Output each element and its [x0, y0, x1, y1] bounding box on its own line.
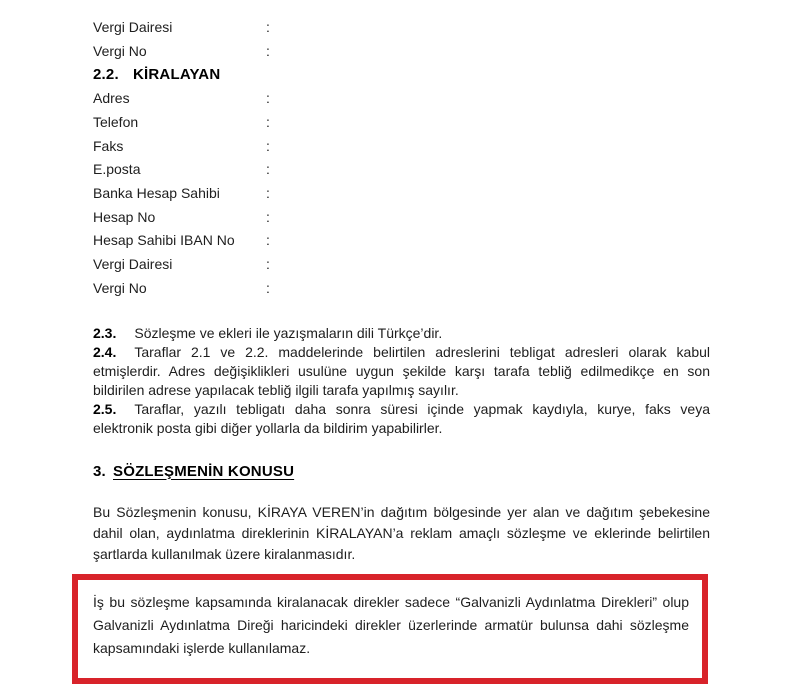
clause-number: 2.4.	[93, 343, 117, 360]
section-heading-3	[93, 463, 711, 480]
field-label: Banka Hesap Sahibi	[93, 184, 220, 201]
clause-number: 2.5.	[93, 400, 117, 417]
field-value	[278, 42, 711, 60]
section-number: 2.2.	[93, 65, 119, 83]
field-value	[278, 255, 711, 273]
section-3-paragraph: Bu Sözleşmenin konusu, KİRAYA VEREN’in dağıtım bölgesinde yer alan ve dağıtım şebekesine dahil olan, aydınlatma direklerinin KİRALAYAN’a reklam amaçlı sözleşme ve eklerinde belirtilen şartlarda kullanılmak üzere kiralanmasıdır.	[93, 503, 710, 562]
field-row-telefon	[93, 110, 711, 134]
field-colon: :	[266, 137, 270, 154]
section-number: 3.	[93, 462, 106, 480]
field-row-vergi-dairesi-1	[93, 15, 711, 39]
clause-text: Taraflar, yazılı tebligatı daha sonra süresi içinde yapmak kaydıyla, kurye, faks veya elektronik posta gibi diğer yollarla da bildirim yapabilirler.	[93, 400, 710, 436]
field-value	[278, 184, 711, 202]
field-colon: :	[266, 18, 270, 35]
clause-number: 2.3.	[93, 324, 117, 341]
field-colon: :	[266, 184, 270, 201]
field-value	[278, 208, 711, 226]
section-title: SÖZLEŞMENİN KONUSU	[113, 462, 295, 480]
clause-2-5	[93, 400, 710, 438]
field-row-faks	[93, 134, 711, 158]
field-value	[278, 89, 711, 107]
field-label: Telefon	[93, 113, 139, 130]
field-colon: :	[266, 232, 270, 249]
field-value	[278, 160, 711, 178]
clauses-block	[93, 324, 710, 438]
field-label: Faks	[93, 137, 124, 154]
field-label: E.posta	[93, 161, 141, 178]
field-row-adres	[93, 86, 711, 110]
field-row-eposta	[93, 157, 711, 181]
field-label: Vergi No	[93, 42, 147, 59]
clause-2-4	[93, 343, 710, 400]
field-row-vergi-no-2	[93, 276, 711, 300]
field-row-hesap-sahibi-iban-no	[93, 229, 711, 253]
field-label: Hesap Sahibi IBAN No	[93, 232, 235, 249]
field-value	[278, 279, 711, 297]
field-label: Vergi Dairesi	[93, 256, 173, 273]
field-value	[278, 113, 711, 131]
field-colon: :	[266, 161, 270, 178]
field-label: Vergi No	[93, 279, 147, 296]
highlight-text: İş bu sözleşme kapsamında kiralanacak direkler sadece “Galvanizli Aydınlatma Direkleri” olup Galvanizli Aydınlatma Direği haricindeki direkler üzerlerinde armatür bulunsa dahi sözleşme kapsamındaki işlerde kullanılamaz.	[93, 593, 689, 656]
field-colon: :	[266, 90, 270, 107]
field-label: Adres	[93, 90, 130, 107]
field-colon: :	[266, 42, 270, 59]
field-row-banka-hesap-sahibi	[93, 181, 711, 205]
clause-text: Sözleşme ve ekleri ile yazışmaların dili Türkçe’dir.	[134, 324, 443, 341]
highlight-box	[72, 574, 708, 684]
field-value	[278, 137, 711, 155]
field-label: Hesap No	[93, 208, 156, 225]
field-label: Vergi Dairesi	[93, 18, 173, 35]
clause-text: Taraflar 2.1 ve 2.2. maddelerinde belirtilen adreslerini tebligat adresleri olarak kabul etmişlerdir. Adres değişiklikleri usulüne uygun şekilde karşı tarafa tebliğ edilmedikçe en son bildirilen adrese yapılacak tebliğ ilgili tarafa yapılmış sayılır.	[93, 343, 710, 398]
section-heading-2-2	[93, 62, 711, 86]
field-colon: :	[266, 256, 270, 273]
field-row-vergi-no-1	[93, 39, 711, 63]
field-colon: :	[266, 208, 270, 225]
field-colon: :	[266, 279, 270, 296]
field-row-hesap-no	[93, 205, 711, 229]
section-title: KİRALAYAN	[133, 65, 221, 83]
field-colon: :	[266, 113, 270, 130]
field-row-vergi-dairesi-2	[93, 252, 711, 276]
field-value	[278, 231, 711, 249]
clause-2-3	[93, 324, 710, 343]
field-value	[278, 18, 711, 36]
